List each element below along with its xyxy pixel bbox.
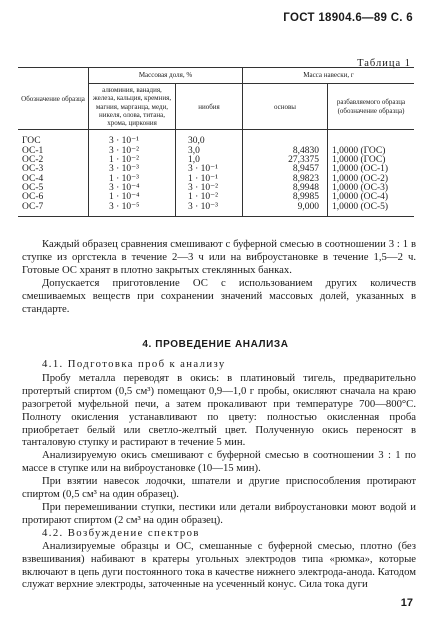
row-designation: ОС-3 bbox=[18, 165, 89, 174]
row-elements: 3 · 10⁻⁵ bbox=[89, 203, 176, 217]
row-diluted: 1,0000 (ОС-4) bbox=[332, 192, 389, 203]
table-caption: Таблица 1 bbox=[357, 58, 411, 69]
row-niobium: 3 · 10⁻¹ bbox=[176, 165, 243, 174]
subsection-4-2-title: 4.2. Возбуждение спектров bbox=[42, 526, 200, 539]
table-row bbox=[18, 130, 414, 147]
row-base: 8,9948 bbox=[243, 184, 328, 193]
paragraph-4-1-b: Анализируемую окись смешивают с буферной смесью в соотношении 3 : 1 по массе в ступке или на виброустановке (10—15 мин). bbox=[22, 449, 416, 475]
document-header: ГОСТ 18904.6—89 С. 6 bbox=[283, 12, 413, 24]
col-niobium-header: ниобия bbox=[176, 84, 243, 130]
row-niobium: 3 · 10⁻² bbox=[176, 184, 243, 193]
row-diluted: 1,0000 (ОС-2) bbox=[332, 173, 389, 184]
row-diluted: 1,0000 (ОС-5) bbox=[328, 203, 415, 217]
row-diluted: 1,0000 (ГОС) bbox=[332, 155, 386, 166]
section-title: 4. ПРОВЕДЕНИЕ АНАЛИЗА bbox=[142, 339, 289, 350]
row-base: 9,000 bbox=[243, 203, 328, 217]
row-elements: 1 · 10⁻² bbox=[89, 156, 176, 165]
paragraph-mixing: Каждый образец сравнения смешивают с буферной смесью в соотношении 3 : 1 в ступке из оргстекла в течение 2—3 ч или на виброустановке в течение 1,5—2 ч. Готовые ОС хранят в плотно закрытых стеклянных банках. bbox=[22, 238, 416, 276]
sample-mass-header: Масса навески, г bbox=[243, 68, 415, 84]
mass-fraction-header: Массовая доля, % bbox=[89, 68, 243, 84]
row-designation: ОС-4 bbox=[18, 175, 89, 184]
col-designation-header: Обозначение образца bbox=[18, 68, 89, 130]
row-base: 8,4830 bbox=[243, 147, 328, 156]
row-niobium: 30,0 bbox=[176, 130, 243, 147]
row-niobium: 3 · 10⁻³ bbox=[176, 203, 243, 217]
paragraph-4-1-d: При перемешивании ступки, пестики или детали виброустановки моют водой и протирают спиртом (2 см³ на один образец). bbox=[22, 500, 416, 526]
row-elements: 1 · 10⁻⁴ bbox=[89, 193, 176, 202]
row-designation: ГОС bbox=[18, 130, 89, 147]
section-4-text bbox=[22, 358, 416, 591]
row-elements: 3 · 10⁻³ bbox=[89, 165, 176, 174]
row-elements: 3 · 10⁻⁴ bbox=[89, 184, 176, 193]
paragraph-4-2-a: Анализируемые образцы и ОС, смешанные с буферной смесью, плотно (без взвешивания) набивают в кратеры угольных электродов типа «рюмка», которые включают в цепь дуги постоянного тока в качестве нижнего электрода-анода. Катодом служат верхние электроды, заточенные на усеченный конус. Сила тока дуги bbox=[22, 539, 416, 591]
row-base: 8,9985 bbox=[243, 193, 328, 202]
page-number: 17 bbox=[400, 597, 413, 609]
col-diluted-header: разбавляемого образца (обозначение образца) bbox=[328, 84, 415, 130]
row-niobium: 1 · 10⁻¹ bbox=[176, 175, 243, 184]
data-table bbox=[18, 67, 414, 217]
row-diluted: 1,0000 (ГОС) bbox=[332, 145, 386, 156]
row-base: 8,9457 bbox=[243, 165, 328, 174]
table-body bbox=[18, 130, 414, 216]
col-elements-header: алюминия, ванадия, железа, кальция, кремния, магния, марганца, меди, никеля, олова, титана, хрома, циркония bbox=[89, 84, 176, 130]
row-designation: ОС-2 bbox=[18, 156, 89, 165]
row-designation: ОС-6 bbox=[18, 193, 89, 202]
paragraph-4-1-a: Пробу металла переводят в окись: в платиновый тигель, предварительно протертый спиртом (0,5 см³) помещают 0,9—1,0 г пробы, окисляют сначала на краю разогретой муфельной печи, а затем прокаливают при температуре 700—800°С. Полноту окисления устанавливают по цвету: полностью окисленная проба приобретает белый или светло-желтый цвет. Полученную окись переносят в танталовую ступку и растирают в течение 5 мин. bbox=[22, 371, 416, 449]
col-base-header: основы bbox=[243, 84, 328, 130]
row-diluted: 1,0000 (ОС-3) bbox=[332, 182, 389, 193]
row-niobium: 1,0 bbox=[176, 156, 243, 165]
row-base: 8,9823 bbox=[243, 175, 328, 184]
row-elements: 3 · 10⁻² bbox=[89, 147, 176, 156]
row-base bbox=[243, 130, 328, 147]
row-diluted: 1,0000 (ОС-1) bbox=[332, 164, 389, 175]
subsection-4-1-title: 4.1. Подготовка проб к анализу bbox=[42, 358, 226, 370]
table-row bbox=[18, 203, 414, 217]
paragraph-alternative: Допускается приготовление ОС с использованием других количеств смешиваемых веществ при сохранении значений массовых долей, указанных в стандарте. bbox=[22, 277, 416, 315]
paragraph-4-1-c: При взятии навесок лодочки, шпатели и другие приспособления протирают спиртом (0,5 см³ на один образец). bbox=[22, 475, 416, 501]
row-base: 27,3375 bbox=[243, 156, 328, 165]
row-designation: ОС-7 bbox=[18, 203, 89, 217]
row-designation: ОС-5 bbox=[18, 184, 89, 193]
row-elements: 3 · 10⁻¹ bbox=[89, 130, 176, 147]
row-designation: ОС-1 bbox=[18, 147, 89, 156]
row-elements: 1 · 10⁻³ bbox=[89, 175, 176, 184]
row-niobium: 1 · 10⁻² bbox=[176, 193, 243, 202]
row-niobium: 3,0 bbox=[176, 147, 243, 156]
row-diluted bbox=[328, 130, 415, 147]
intro-text bbox=[22, 238, 416, 316]
